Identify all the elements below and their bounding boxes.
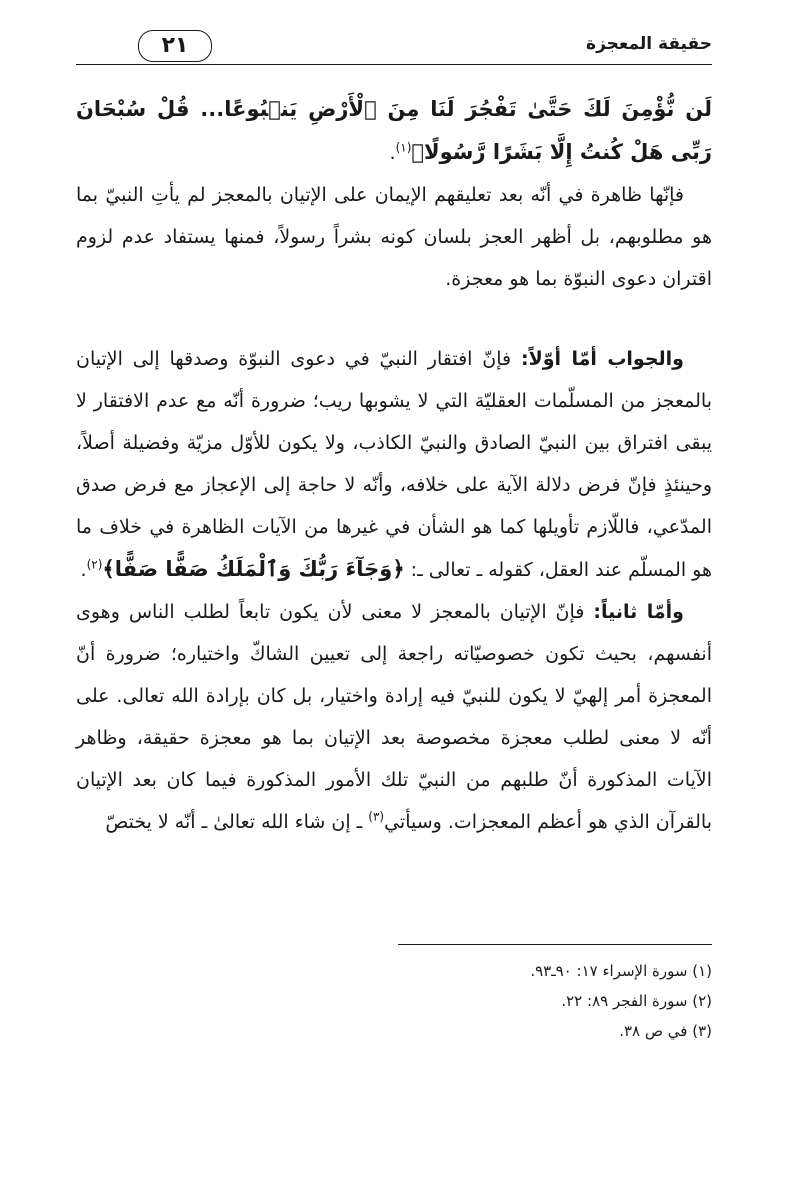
footnote-1: (١) سورة الإسراء ١٧: ٩٠ـ٩٣. bbox=[530, 962, 712, 980]
running-title: حقيقة المعجزة bbox=[586, 34, 712, 54]
answer-second-end: ـ إن شاء الله تعالىٰ ـ أنّه لا يختصّ bbox=[105, 811, 369, 833]
footnote-ref-1: (١) bbox=[395, 140, 412, 155]
answer-first-lead: والجواب أمّا أوّلاً: bbox=[520, 348, 684, 370]
footnote-3: (٣) في ص ٣٨. bbox=[619, 1022, 712, 1040]
answer-second-text: فإنّ الإتيان بالمعجز لا معنى لأن يكون تابعاً لطلب الناس وهوى أنفسهم، بحيث تكون خصوصيّاته راجعة إلى تعيين الشاكّ واختياره؛ ضرورة أنّ المعجزة أمر إلهيّ لا يكون للنبيّ فيه إرادة واختيار، بل كان بإرادة الله تعالى. على أنّه لا معنى لطلب معجزة مخصوصة بعد الإتيان بما هو معجزة حقيقة، وظاهر الآيات المذكورة أنّ طلبهم من النبيّ تلك الأمور المذكورة فيما كان بعد الإتيان بالقرآن الذي هو أعظم المعجزات. وسيأتي bbox=[76, 601, 712, 833]
answer-second-paragraph bbox=[76, 591, 712, 843]
footnote-2: (٢) سورة الفجر ٨٩: ٢٢. bbox=[561, 992, 712, 1010]
page-header bbox=[76, 28, 712, 70]
header-rule bbox=[76, 64, 712, 65]
paragraph-1: فإنّها ظاهرة في أنّه بعد تعليقهم الإيمان على الإتيان بالمعجز لم يأتِ النبيّ بما هو مطلوبهم، بل أظهر العجز بلسان كونه بشراً رسولاً، فمنها يستفاد عدم لزوم اقتران دعوى النبوّة بما هو معجزة. bbox=[76, 184, 712, 290]
quote-1-end: . bbox=[389, 142, 396, 164]
answer-first-text: فإنّ افتقار النبيّ في دعوى النبوّة وصدقها إلى الإتيان بالمعجز من المسلّمات العقليّة التي لا يشوبها ريب؛ ضرورة أنّه مع عدم الافتقار لا يبقى افتراق بين النبيّ الصادق والنبيّ الكاذب، ولا يكون للأوّل مزيّة وفضيلة أصلاً، وحينئذٍ فإنّ فرض دلالة الآية على خلافه، وأنّه لا حاجة إلى الإعجاز مع فرض صدق المدّعي، فاللّازم تأويلها كما هو الشأن في غيرها من الآيات الظاهرة في خلاف ما هو المسلّم عند العقل، كقوله ـ تعالى ـ: bbox=[76, 348, 712, 581]
main-text bbox=[76, 88, 712, 843]
answer-first-paragraph bbox=[76, 338, 712, 591]
quote-2-end: . bbox=[80, 559, 87, 581]
quran-verse-1: لَن نُّؤْمِنَ لَكَ حَتَّىٰ تَفْجُرَ لَنَا مِنَ ٱلْأَرْضِ يَنۢبُوعًا... قُلْ سُبْحَانَ رَبِّى هَلْ كُنتُ إِلَّا بَشَرًا رَّسُولًا﴾ bbox=[76, 97, 712, 164]
page-number: ٢١ bbox=[138, 30, 212, 62]
footnote-ref-3: (٣) bbox=[368, 809, 385, 824]
footnotes bbox=[76, 956, 712, 1046]
footnote-rule bbox=[398, 944, 712, 945]
quran-verse-2: ﴿وَجَآءَ رَبُّكَ وَٱلْمَلَكُ صَفًّا صَفًّا﴾ bbox=[102, 557, 405, 581]
footnote-ref-2: (٢) bbox=[86, 557, 103, 572]
answer-second-lead: وأمّا ثانياً: bbox=[593, 601, 684, 623]
paragraph-gap bbox=[76, 300, 712, 338]
quran-quote-1 bbox=[76, 88, 712, 174]
